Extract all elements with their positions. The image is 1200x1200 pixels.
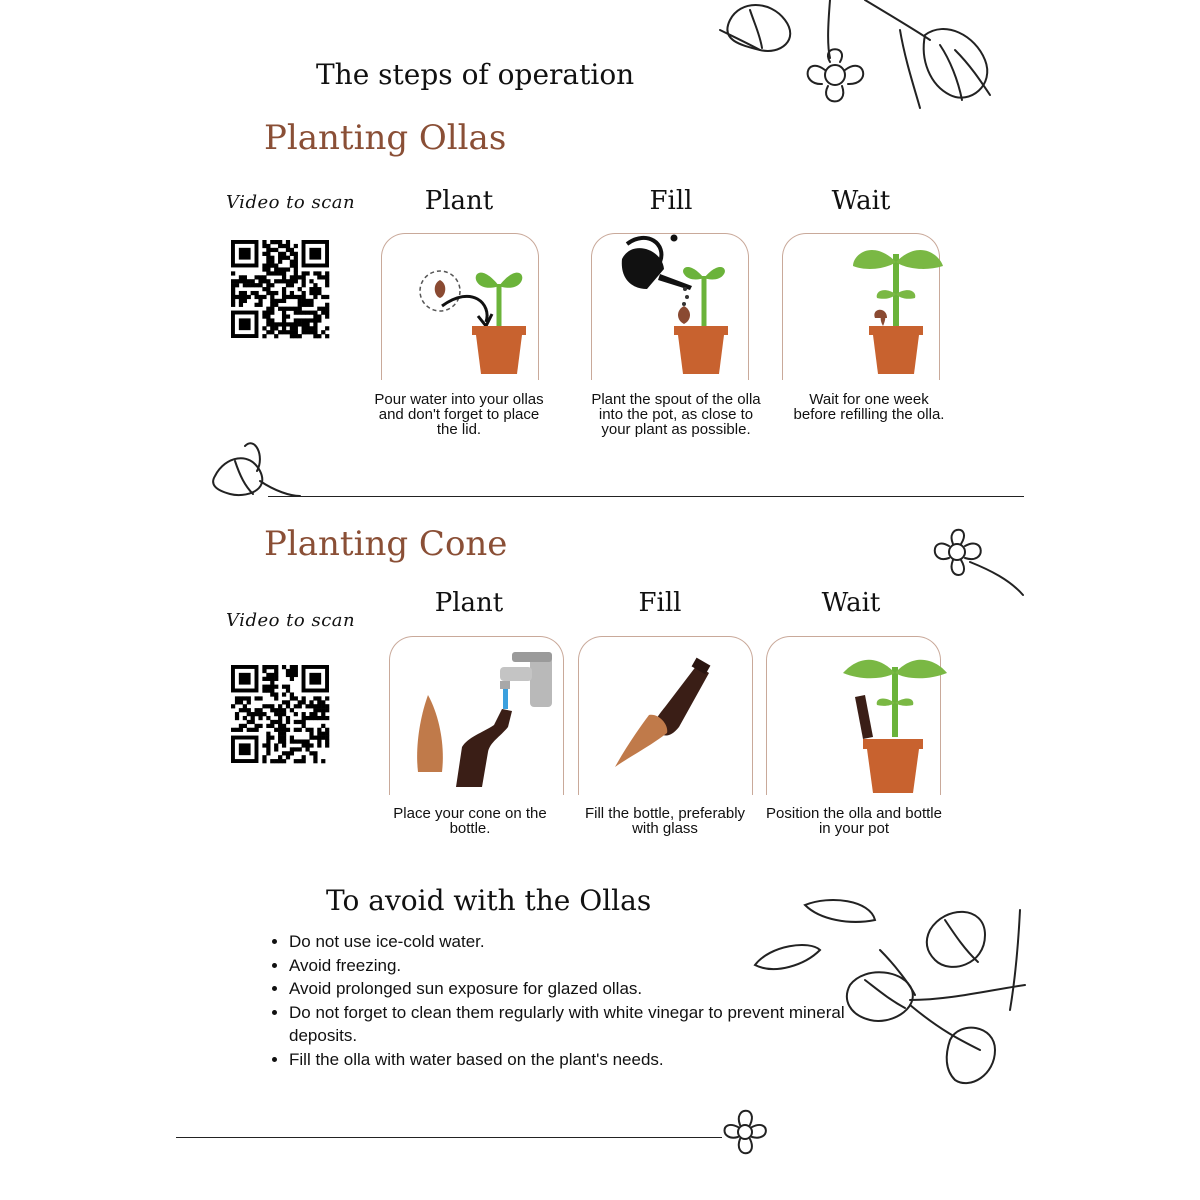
step-card-wait — [782, 233, 940, 380]
step-card-fill — [591, 233, 749, 380]
step-card-wait — [766, 636, 941, 795]
step-title-wait: Wait — [831, 186, 891, 216]
step-card-plant — [389, 636, 564, 795]
potted-seedling-icon — [382, 234, 538, 380]
step-description: Position the olla and bottle in your pot — [766, 805, 942, 837]
step-title-plant: Plant — [424, 186, 494, 216]
step-description: Plant the spout of the olla into the pot, as close to your plant as possible. — [591, 391, 761, 438]
watering-can-icon — [592, 234, 748, 380]
step-title-plant: Plant — [434, 588, 504, 618]
step-card-fill — [578, 636, 753, 795]
list-item: • Fill the olla with water based on the plant's needs. — [289, 1048, 849, 1072]
flower-sketch-icon — [700, 0, 1020, 120]
page-title: The steps of operation — [316, 58, 635, 91]
step-description: Pour water into your ollas and don't forget to place the lid. — [374, 391, 544, 438]
section-title-cone: Planting Cone — [264, 524, 508, 564]
section-title-ollas: Planting Ollas — [264, 118, 507, 158]
avoid-title: To avoid with the Ollas — [326, 884, 652, 917]
step-description: Fill the bottle, preferably with glass — [584, 805, 746, 837]
qr-code-icon[interactable] — [231, 240, 329, 338]
step-title-fill: Fill — [638, 588, 682, 618]
flower-sketch-icon — [925, 520, 1025, 600]
list-item: • Do not use ice-cold water. — [289, 930, 849, 954]
step-card-plant — [381, 233, 539, 380]
step-title-wait: Wait — [821, 588, 881, 618]
avoid-list — [270, 930, 849, 1071]
step-description: Place your cone on the bottle. — [393, 805, 547, 837]
potted-seedling-icon — [783, 234, 939, 380]
video-label: Video to scan — [226, 610, 356, 631]
bottle-icon — [579, 637, 752, 795]
footer-divider — [176, 1137, 722, 1138]
potted-seedling-icon — [767, 637, 940, 795]
list-item: • Avoid freezing. — [289, 954, 849, 978]
video-label: Video to scan — [226, 192, 356, 213]
qr-code-icon[interactable] — [231, 665, 329, 763]
list-item: • Do not forget to clean them regularly with white vinegar to prevent mineral deposits. — [289, 1001, 849, 1048]
flower-sketch-icon — [715, 1100, 775, 1160]
faucet-icon — [390, 637, 563, 795]
step-title-fill: Fill — [649, 186, 693, 216]
section-divider — [268, 496, 1024, 497]
list-item: • Avoid prolonged sun exposure for glazed ollas. — [289, 977, 849, 1001]
step-description: Wait for one week before refilling the olla. — [793, 391, 945, 423]
